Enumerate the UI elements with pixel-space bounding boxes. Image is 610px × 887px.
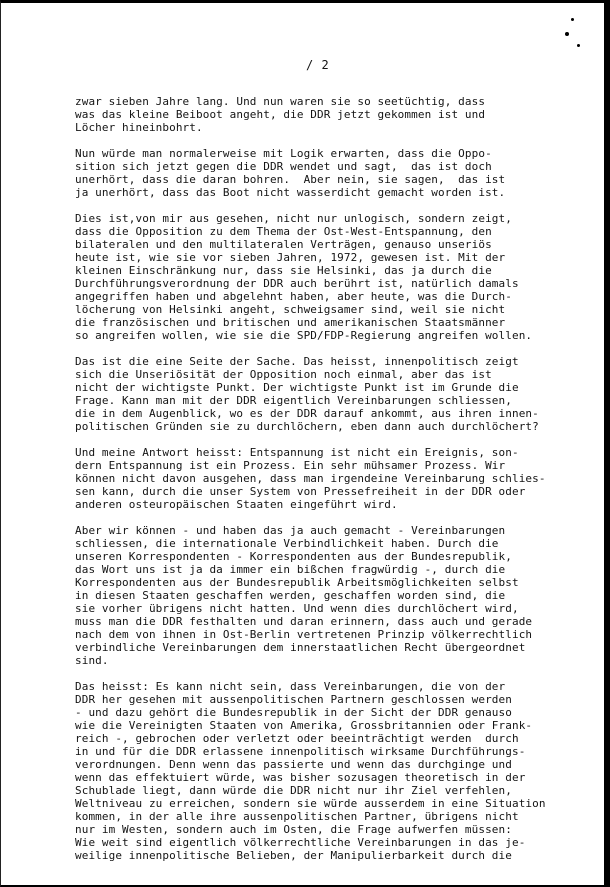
text-line: sition sich jetzt gegen die DDR wendet und sagt, das ist doch (75, 160, 492, 173)
text-line: politischen Gründen sie zu durchlöchern, eben dann auch durchlöchert? (75, 420, 539, 433)
text-line: Frage. Kann man mit der DDR eigentlich Vereinbarungen schliessen, (75, 394, 512, 407)
text-line: Korrespondenten aus der Bundesrepublik Arbeitsmöglichkeiten selbst (75, 576, 519, 589)
text-line: Das heisst: Es kann nicht sein, dass Vereinbarungen, die von der (75, 680, 506, 693)
text-line: - und dazu gehört die Bundesrepublik in der Sicht der DDR genauso (75, 706, 512, 719)
text-line: heute ist, wie sie vor sieben Jahren, 1972, gewesen ist. Mit der (75, 251, 506, 264)
text-line: verbindliche Vereinbarungen dem innerstaatlichen Recht übergeordnet (75, 641, 526, 654)
text-line: ja unerhört, dass das Boot nicht wasserdicht gemacht worden ist. (75, 186, 506, 199)
text-line: sind. (75, 654, 109, 667)
text-line: so angreifen wollen, wie sie die SPD/FDP-Regierung angreifen wollen. (75, 329, 533, 342)
text-line: was das kleine Beiboot angeht, die DDR jetzt gekommen ist und (75, 108, 486, 121)
scan-speck (571, 18, 574, 21)
text-line: Durchführungsverordnung der DDR auch berührt ist, natürlich damals (75, 277, 519, 290)
text-line: nur im Westen, sondern auch im Osten, die Frage aufwerfen müssen: (75, 823, 512, 836)
text-line: wie die Vereinigten Staaten von Amerika, Grossbritannien oder Frank- (75, 719, 533, 732)
document-body (75, 95, 575, 875)
paragraph (75, 524, 575, 667)
text-line: muss man die DDR festhalten und daran erinnern, dass auch und gerade (75, 615, 533, 628)
text-line: bilateralen und den multilateralen Verträgen, genauso unseriös (75, 238, 492, 251)
paragraph (75, 147, 575, 199)
text-line: sich die Unseriösität der Opposition noch einmal, aber das ist (75, 368, 492, 381)
text-line: schliessen, die internationale Verbindlichkeit haben. Durch die (75, 537, 499, 550)
paragraph (75, 212, 575, 342)
text-line: angegriffen haben und abgelehnt haben, aber heute, was die Durch- (75, 290, 512, 303)
text-line: das Wort uns ist ja da immer ein bißchen fragwürdig -, durch die (75, 563, 506, 576)
text-line: Und meine Antwort heisst: Entspannung ist nicht ein Ereignis, son- (75, 446, 519, 459)
text-line: unerhört, dass die daran bohren. Aber nein, sie sagen, das ist (75, 173, 506, 186)
text-line: unseren Korrespondenten - Korrespondenten aus der Bundesrepublik, (75, 550, 512, 563)
text-line: die in dem Augenblick, wo es der DDR darauf ankommt, aus ihren innen- (75, 407, 539, 420)
text-line: weilige innenpolitische Belieben, der Manipulierbarkeit durch die (75, 849, 512, 862)
text-line: reich -, gebrochen oder verletzt oder beeinträchtigt werden durch (75, 732, 519, 745)
text-line: verordnungen. Denn wenn das passierte und wenn das durchginge und (75, 758, 512, 771)
page-number: / 2 (306, 58, 330, 72)
text-line: Wie weit sind eigentlich völkerrechtliche Vereinbarungen in das je- (75, 836, 526, 849)
text-line: dass die Opposition zu dem Thema der Ost-West-Entspannung, den (75, 225, 492, 238)
text-line: nach dem von ihnen in Ost-Berlin vertretenen Prinzip völkerrechtlich (75, 628, 533, 641)
text-line: kleinen Einschränkung nur, dass sie Helsinki, das ja durch die (75, 264, 492, 277)
text-line: Weltniveau zu erreichen, sondern sie würde ausserdem in eine Situation (75, 797, 546, 810)
text-line: Aber wir können - und haben das ja auch gemacht - Vereinbarungen (75, 524, 506, 537)
text-line: wenn das effektuiert würde, was bisher sozusagen theoretisch in der (75, 771, 526, 784)
text-line: nicht der wichtigste Punkt. Der wichtigste Punkt ist im Grunde die (75, 381, 519, 394)
paragraph (75, 680, 575, 862)
text-line: in diesen Staaten geschaffen werden, geschaffen worden sind, die (75, 589, 506, 602)
text-line: Dies ist,von mir aus gesehen, nicht nur unlogisch, sondern zeigt, (75, 212, 512, 225)
text-line: zwar sieben Jahre lang. Und nun waren sie so seetüchtig, dass (75, 95, 486, 108)
paragraph (75, 355, 575, 433)
text-line: Löcher hineinbohrt. (75, 121, 203, 134)
text-line: Das ist die eine Seite der Sache. Das heisst, innenpolitisch zeigt (75, 355, 519, 368)
text-line: sie vorher übrigens nicht hatten. Und wenn dies durchlöchert wird, (75, 602, 519, 615)
scan-speck (577, 44, 580, 47)
text-line: Schublade liegt, dann würde die DDR nicht nur ihr Ziel verfehlen, (75, 784, 512, 797)
text-line: dern Entspannung ist ein Prozess. Ein sehr mühsamer Prozess. Wir (75, 459, 506, 472)
text-line: DDR her gesehen mit aussenpolitischen Partnern geschlossen werden (75, 693, 512, 706)
text-line: sen kann, durch die unser System von Pressefreiheit in der DDR oder (75, 485, 526, 498)
text-line: können nicht davon ausgehen, dass man irgendeine Vereinbarung schlies- (75, 472, 546, 485)
text-line: kommen, in der alle ihre aussenpolitischen Partner, übrigens nicht (75, 810, 519, 823)
paragraph (75, 95, 575, 134)
text-line: anderen osteuropäischen Staaten eingeführt wird. (75, 498, 398, 511)
paragraph (75, 446, 575, 511)
text-line: in und für die DDR erlassene innenpolitisch wirksame Durchführungs- (75, 745, 526, 758)
text-line: die französischen und britischen und amerikanischen Staatsmänner (75, 316, 506, 329)
text-line: Nun würde man normalerweise mit Logik erwarten, dass die Oppo- (75, 147, 492, 160)
text-line: löcherung von Helsinki angeht, schweigsamer sind, weil sie nicht (75, 303, 506, 316)
scan-speck (565, 32, 569, 36)
